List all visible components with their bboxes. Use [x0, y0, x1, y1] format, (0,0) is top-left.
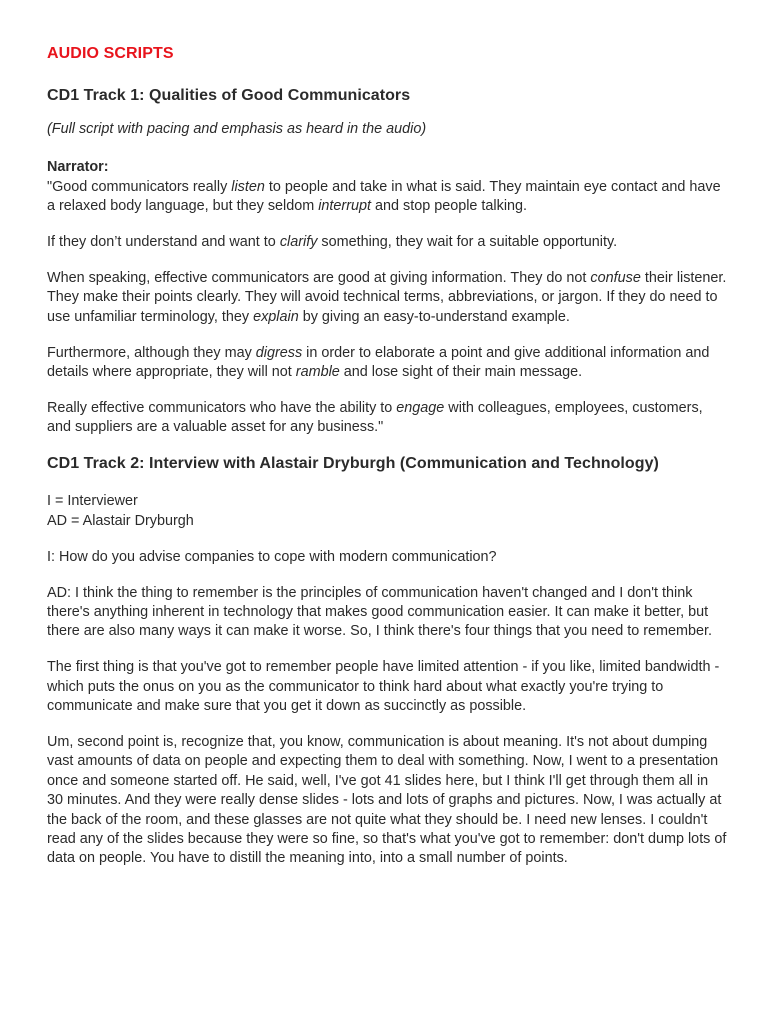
answer-paragraph-1: AD: I think the thing to remember is the principles of communication haven't changed and I don't think there's anything inherent in technology that makes good communication easier. It can make it better, but there are also many ways it can make it worse. So, I think there's four things that you need to remember.: [47, 584, 713, 640]
track1-heading: CD1 Track 1: Qualities of Good Communicators: [47, 87, 411, 104]
key-interviewer: I = Interviewer: [47, 493, 138, 510]
track2-heading: CD1 Track 2: Interview with Alastair Dryburgh (Communication and Technology): [47, 455, 659, 473]
track1-paragraph-1: "Good communicators really listen to people and take in what is said. They maintain eye contact and have a relaxed body language, but they seldom interrupt and stop people talking.: [47, 178, 721, 215]
track1-note: (Full script with pacing and emphasis as heard in the audio): [47, 121, 427, 137]
track1-paragraph-5: Really effective communicators who have the ability to engage with colleagues, employees, customers, and suppliers are a valuable asset for any business.": [47, 400, 703, 436]
audio-scripts-page: [47, 44, 727, 885]
key-alastair-dryburgh: AD = Alastair Dryburgh: [47, 512, 194, 529]
interviewer-question-1: I: How do you advise companies to cope with modern communication?: [47, 548, 497, 565]
answer-paragraph-2: The first thing is that you've got to remember people have limited attention - if you like, limited bandwidth - which puts the onus on you as the communicator to think hard about what exactly you're trying to communicate and make sure that you get it down as succinctly as possible.: [47, 659, 720, 715]
track1-paragraph-3: When speaking, effective communicators are good at giving information. They do not confuse their listener. They make their points clearly. They will avoid technical terms, abbreviations, or jargon. If they do need to use unfamiliar terminology, they explain by giving an easy-to-understand example.: [47, 270, 727, 325]
document-title: AUDIO SCRIPTS: [47, 45, 174, 62]
answer-paragraph-3: Um, second point is, recognize that, you know, communication is about meaning. It's not about dumping vast amounts of data on people and expecting them to deal with something. Now, I went to a presentation once and someone started off. He said, well, I've got 41 slides here, but I think I'll get through them all in 30 minutes. And they were really dense slides - lots and lots of graphs and pictures. Now, I was actually at the back of the room, and these glasses are not quite what they should be. I need new lenses. I couldn't read any of the slides because they were so fine, so that's what you've got to remember: don't dump lots of data on people. You have to distill the meaning into, into a small number of points.: [47, 734, 727, 867]
track1-paragraph-2: If they don’t understand and want to clarify something, they wait for a suitable opportunity.: [47, 234, 618, 251]
narrator-label: Narrator:: [47, 159, 109, 176]
track1-paragraph-4: Furthermore, although they may digress in order to elaborate a point and give additional information and details where appropriate, they will not ramble and lose sight of their main message.: [47, 344, 710, 381]
